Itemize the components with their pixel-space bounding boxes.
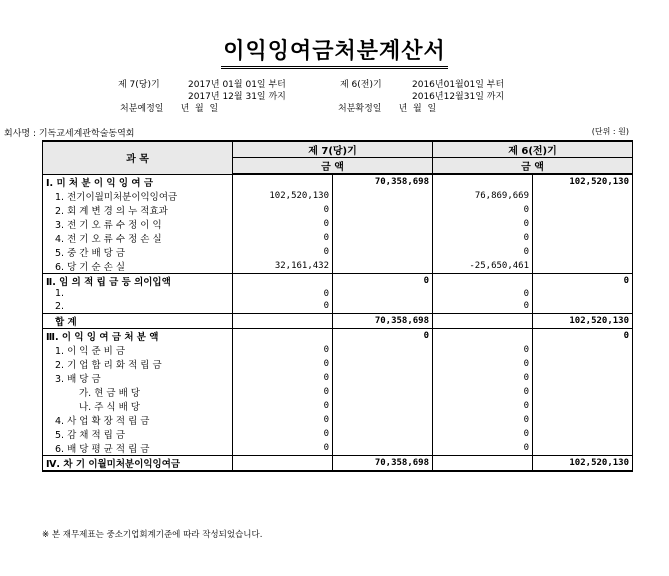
current-detail-value: 0 xyxy=(233,203,333,217)
unit-label: (단위 : 원) xyxy=(591,127,629,136)
current-detail-value xyxy=(233,313,333,328)
prior-detail-value: 0 xyxy=(433,203,533,217)
current-total-value xyxy=(333,385,433,399)
prior-total-value xyxy=(533,371,633,385)
current-total-value xyxy=(333,371,433,385)
table-row xyxy=(43,231,633,245)
row-label: 1. 이 익 준 비 금 xyxy=(43,343,233,357)
prior-total-value: 102,520,130 xyxy=(533,455,633,471)
table-row xyxy=(43,371,633,385)
prior-detail-value xyxy=(433,174,533,189)
prior-detail-value: 0 xyxy=(433,245,533,259)
current-detail-value: 0 xyxy=(233,231,333,245)
document-title-text: 이익잉여금처분계산서 xyxy=(221,38,448,69)
current-detail-value: 0 xyxy=(233,385,333,399)
current-total-value: 70,358,698 xyxy=(333,455,433,471)
current-period-from: 2017년 01월 01일 부터 xyxy=(188,80,286,90)
current-detail-value xyxy=(233,328,333,343)
company-name: 회사명 : 기독교세계관학술동역회 xyxy=(4,129,135,139)
table-row xyxy=(43,399,633,413)
row-label: 나. 주 식 배 당 xyxy=(43,399,233,413)
current-total-value xyxy=(333,413,433,427)
current-total-value: 70,358,698 xyxy=(333,174,433,189)
prior-total-value xyxy=(533,189,633,203)
prior-total-value: 0 xyxy=(533,328,633,343)
row-label: 1. 전기이월미처분이익잉여금 xyxy=(43,189,233,203)
prior-total-value xyxy=(533,399,633,413)
table-row xyxy=(43,427,633,441)
row-label: 1. xyxy=(43,288,233,301)
prior-detail-value: 0 xyxy=(433,300,533,313)
prior-total-value xyxy=(533,441,633,456)
prior-total-value: 102,520,130 xyxy=(533,313,633,328)
current-detail-value: 32,161,432 xyxy=(233,259,333,274)
prior-total-value xyxy=(533,203,633,217)
prior-total-value xyxy=(533,413,633,427)
footnote: ※ 본 재무제표는 중소기업회계기준에 따라 작성되었습니다. xyxy=(42,530,263,540)
prior-total-value xyxy=(533,357,633,371)
table-row xyxy=(43,259,633,274)
current-period-label: 제 7(당)기 xyxy=(118,80,160,90)
row-label: 4. 사 업 확 장 적 립 금 xyxy=(43,413,233,427)
current-total-value xyxy=(333,343,433,357)
header-current-amount: 금 액 xyxy=(233,158,433,175)
table-header-row xyxy=(43,141,633,158)
prior-total-value: 102,520,130 xyxy=(533,174,633,189)
prior-total-value xyxy=(533,385,633,399)
current-total-value: 70,358,698 xyxy=(333,313,433,328)
table-row xyxy=(43,174,633,189)
row-label: 3. 전 기 오 류 수 정 이 익 xyxy=(43,217,233,231)
prior-detail-value: 0 xyxy=(433,343,533,357)
table-row xyxy=(43,455,633,471)
current-detail-value xyxy=(233,273,333,288)
header-prior-period: 제 6(전)기 xyxy=(433,141,633,158)
current-total-value xyxy=(333,245,433,259)
row-label: 가. 현 금 배 당 xyxy=(43,385,233,399)
row-label: 2. 기 업 합 리 화 적 립 금 xyxy=(43,357,233,371)
prior-total-value xyxy=(533,245,633,259)
table-row xyxy=(43,189,633,203)
table-row xyxy=(43,385,633,399)
header-prior-amount: 금 액 xyxy=(433,158,633,175)
prior-detail-value: 0 xyxy=(433,427,533,441)
table-row xyxy=(43,313,633,328)
prior-detail-value: 0 xyxy=(433,399,533,413)
table-row xyxy=(43,288,633,301)
prior-disposal-date: 처분확정일 년 월 일 xyxy=(338,104,437,114)
prior-total-value xyxy=(533,343,633,357)
current-total-value xyxy=(333,399,433,413)
row-label: Ⅰ. 미 처 분 이 익 잉 여 금 xyxy=(43,174,233,189)
current-total-value xyxy=(333,259,433,274)
current-total-value xyxy=(333,231,433,245)
retained-earnings-table xyxy=(42,140,633,472)
prior-total-value xyxy=(533,288,633,301)
table-row xyxy=(43,357,633,371)
table-row xyxy=(43,300,633,313)
document-title xyxy=(0,38,669,69)
prior-detail-value: 0 xyxy=(433,217,533,231)
row-label: Ⅱ. 임 의 적 립 금 등 의이입액 xyxy=(43,273,233,288)
prior-detail-value: -25,650,461 xyxy=(433,259,533,274)
table-row xyxy=(43,441,633,456)
prior-detail-value xyxy=(433,455,533,471)
prior-period-to: 2016년12월31일 까지 xyxy=(412,92,505,102)
prior-detail-value: 0 xyxy=(433,288,533,301)
current-detail-value: 0 xyxy=(233,288,333,301)
row-label: 5. 중 간 배 당 금 xyxy=(43,245,233,259)
row-label: 2. xyxy=(43,300,233,313)
prior-period-from: 2016년01월01일 부터 xyxy=(412,80,505,90)
table-row xyxy=(43,245,633,259)
table-row xyxy=(43,343,633,357)
prior-total-value xyxy=(533,300,633,313)
current-detail-value: 0 xyxy=(233,441,333,456)
current-total-value: 0 xyxy=(333,273,433,288)
prior-detail-value: 76,869,669 xyxy=(433,189,533,203)
current-total-value xyxy=(333,189,433,203)
table-row xyxy=(43,203,633,217)
current-total-value xyxy=(333,427,433,441)
row-label: Ⅲ. 이 익 잉 여 금 처 분 액 xyxy=(43,328,233,343)
prior-period-label: 제 6(전)기 xyxy=(340,80,382,90)
row-label: 2. 회 계 변 경 의 누 적효과 xyxy=(43,203,233,217)
current-detail-value: 0 xyxy=(233,427,333,441)
current-total-value xyxy=(333,217,433,231)
table-row xyxy=(43,413,633,427)
current-detail-value xyxy=(233,174,333,189)
prior-total-value xyxy=(533,259,633,274)
current-period-to: 2017년 12월 31일 까지 xyxy=(188,92,286,102)
prior-total-value xyxy=(533,231,633,245)
row-label: 6. 배 당 평 균 적 립 금 xyxy=(43,441,233,456)
current-total-value xyxy=(333,357,433,371)
prior-total-value: 0 xyxy=(533,273,633,288)
row-label: 3. 배 당 금 xyxy=(43,371,233,385)
row-label: 5. 감 채 적 립 금 xyxy=(43,427,233,441)
prior-detail-value: 0 xyxy=(433,385,533,399)
prior-detail-value xyxy=(433,313,533,328)
prior-total-value xyxy=(533,427,633,441)
current-detail-value: 0 xyxy=(233,245,333,259)
prior-total-value xyxy=(533,217,633,231)
table-row xyxy=(43,273,633,288)
current-total-value xyxy=(333,441,433,456)
prior-detail-value: 0 xyxy=(433,413,533,427)
header-current-period: 제 7(당)기 xyxy=(233,141,433,158)
current-detail-value: 102,520,130 xyxy=(233,189,333,203)
current-detail-value: 0 xyxy=(233,343,333,357)
prior-detail-value xyxy=(433,328,533,343)
current-detail-value xyxy=(233,455,333,471)
prior-detail-value: 0 xyxy=(433,441,533,456)
current-total-value: 0 xyxy=(333,328,433,343)
current-total-value xyxy=(333,300,433,313)
row-label: 4. 전 기 오 류 수 정 손 실 xyxy=(43,231,233,245)
header-item: 과 목 xyxy=(43,141,233,174)
current-disposal-date: 처분예정일 년 월 일 xyxy=(120,104,219,114)
current-detail-value: 0 xyxy=(233,357,333,371)
current-detail-value: 0 xyxy=(233,399,333,413)
row-label: 6. 당 기 순 손 실 xyxy=(43,259,233,274)
table-row xyxy=(43,328,633,343)
current-detail-value: 0 xyxy=(233,217,333,231)
current-detail-value: 0 xyxy=(233,413,333,427)
prior-detail-value: 0 xyxy=(433,357,533,371)
prior-detail-value: 0 xyxy=(433,371,533,385)
current-detail-value: 0 xyxy=(233,371,333,385)
prior-detail-value: 0 xyxy=(433,231,533,245)
current-total-value xyxy=(333,288,433,301)
table-row xyxy=(43,217,633,231)
current-total-value xyxy=(333,203,433,217)
current-detail-value: 0 xyxy=(233,300,333,313)
row-label: 합 계 xyxy=(43,313,233,328)
prior-detail-value xyxy=(433,273,533,288)
row-label: Ⅳ. 차 기 이월미처분이익잉여금 xyxy=(43,455,233,471)
